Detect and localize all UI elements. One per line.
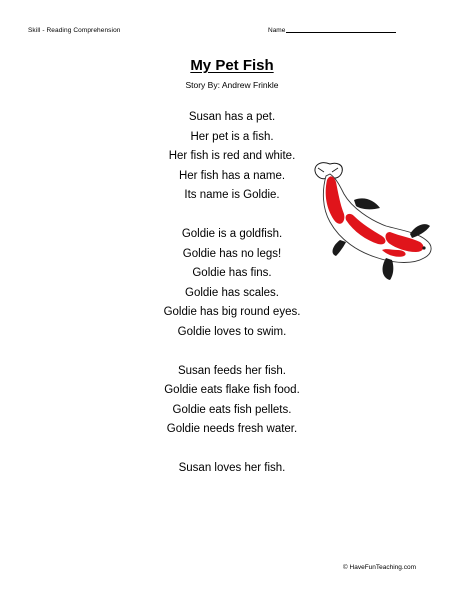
- stanza-gap: [132, 440, 332, 460]
- story-line: Goldie needs fresh water.: [166, 423, 298, 435]
- story-line: Susan loves her fish.: [178, 462, 286, 474]
- story-line: Goldie has big round eyes.: [163, 306, 301, 318]
- name-field: [268, 27, 396, 34]
- story-line: Her fish has a name.: [178, 169, 286, 182]
- copyright-footer: © HaveFunTeaching.com: [342, 564, 416, 571]
- koi-pectoral-fin: [383, 258, 394, 280]
- stanza-gap: [132, 342, 332, 362]
- story-line: Goldie is a goldfish.: [181, 228, 283, 240]
- story-line: Goldie has fins.: [192, 267, 272, 279]
- koi-eye: [422, 246, 425, 249]
- story-line: Goldie eats fish pellets.: [172, 403, 292, 416]
- story-line: Goldie loves to swim.: [177, 325, 287, 338]
- story-line: Her fish is red and white.: [168, 150, 296, 162]
- story-line: Its name is Goldie.: [184, 189, 280, 201]
- skill-label: Skill - Reading Comprehension: [28, 27, 121, 34]
- story-byline: Story By: Andrew Frinkle: [185, 80, 279, 90]
- story-line: Susan feeds her fish.: [177, 364, 287, 377]
- koi-dorsal-fin: [354, 198, 380, 209]
- story-line: Susan has a pet.: [188, 111, 276, 123]
- koi-fish-illustration: [300, 160, 440, 282]
- name-label: Name: [268, 27, 286, 34]
- page-title: My Pet Fish: [190, 57, 274, 74]
- story-line: Her pet is a fish.: [190, 130, 274, 143]
- story-line: Goldie has scales.: [185, 286, 279, 299]
- story-line: Goldie has no legs!: [182, 247, 282, 260]
- name-blank-line: [286, 32, 396, 33]
- story-line: Goldie eats flake fish food.: [164, 384, 300, 396]
